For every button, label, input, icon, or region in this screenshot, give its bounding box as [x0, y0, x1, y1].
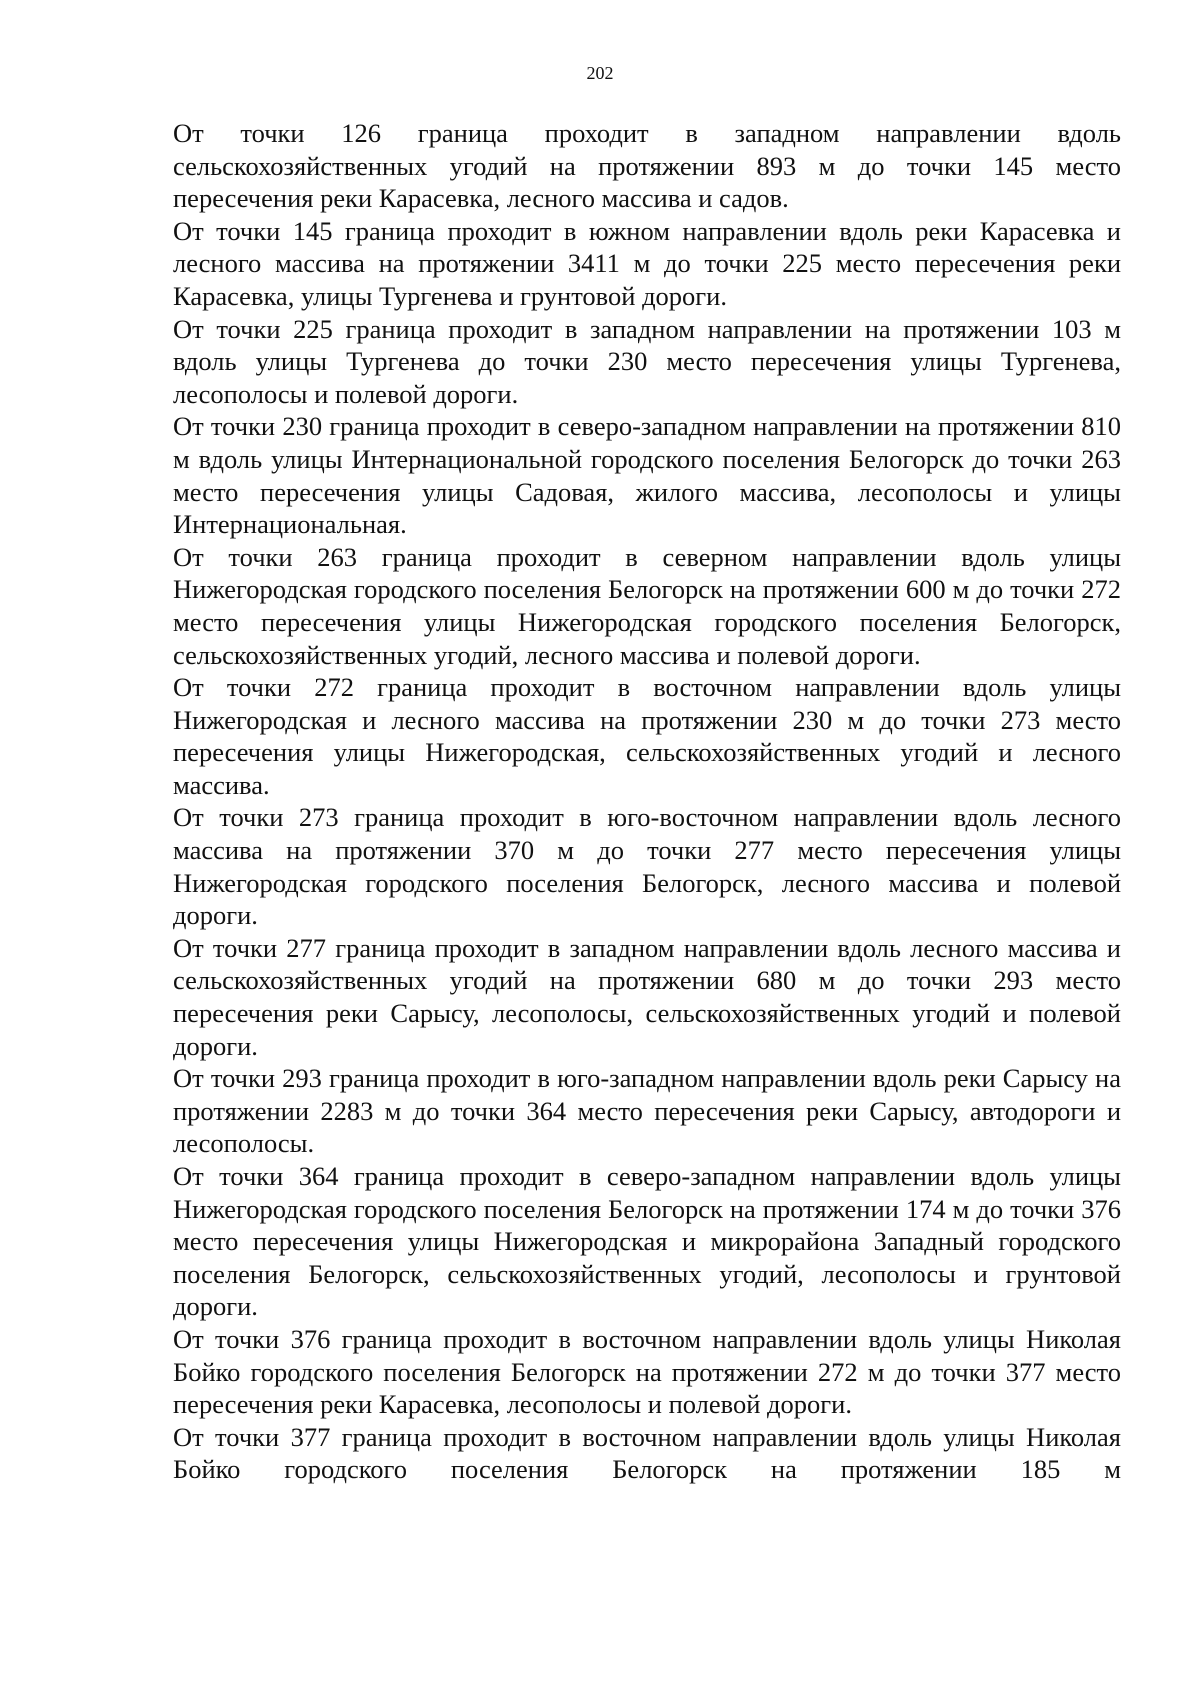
- paragraph: От точки 273 граница проходит в юго-восточном направлении вдоль лесного массива на протяжении 370 м до точки 277 место пересечения улицы Нижегородская городского поселения Белогорск, лесного массива и полевой дороги.: [173, 802, 1121, 931]
- paragraph: От точки 225 граница проходит в западном направлении на протяжении 103 м вдоль улицы Тургенева до точки 230 место пересечения улицы Тургенева, лесополосы и полевой дороги.: [173, 313, 1121, 409]
- paragraph: От точки 376 граница проходит в восточном направлении вдоль улицы Николая Бойко городского поселения Белогорск на протяжении 272 м до точки 377 место пересечения реки Карасевка, лесополосы и полевой дороги.: [173, 1323, 1121, 1420]
- paragraph: От точки 230 граница проходит в северо-западном направлении на протяжении 810 м вдоль улицы Интернациональной городского поселения Белогорск до точки 263 место пересечения улицы Садовая, жилого массива, лесополосы и улицы Интернациональная.: [173, 411, 1121, 540]
- paragraph-continued: От точки 377 граница проходит в восточном направлении вдоль улицы Николая Бойко городского поселения Белогорск на протяжении 185 м: [173, 1421, 1121, 1485]
- paragraph: От точки 272 граница проходит в восточном направлении вдоль улицы Нижегородская и лесного массива на протяжении 230 м до точки 273 место пересечения улицы Нижегородская, сельскохозяйственных угодий и лесного массива.: [173, 672, 1121, 800]
- paragraph: От точки 293 граница проходит в юго-западном направлении вдоль реки Сарысу на протяжении 2283 м до точки 364 место пересечения реки Сарысу, автодороги и лесополосы.: [173, 1063, 1121, 1159]
- paragraph: От точки 145 граница проходит в южном направлении вдоль реки Карасевка и лесного массива на протяжении 3411 м до точки 225 место пересечения реки Карасевка, улицы Тургенева и грунтовой дороги.: [173, 215, 1121, 311]
- paragraph: От точки 126 граница проходит в западном направлении вдоль сельскохозяйственных угодий на протяжении 893 м до точки 145 место пересечения реки Карасевка, лесного массива и садов.: [173, 118, 1121, 214]
- paragraph: От точки 364 граница проходит в северо-западном направлении вдоль улицы Нижегородская городского поселения Белогорск на протяжении 174 м до точки 376 место пересечения улицы Нижегородская и микрорайона Западный городского поселения Белогорск, сельскохозяйственных угодий, лесополосы и грунтовой дороги.: [173, 1161, 1121, 1322]
- document-body: [173, 117, 1121, 1486]
- paragraph: От точки 263 граница проходит в северном направлении вдоль улицы Нижегородская городского поселения Белогорск на протяжении 600 м до точки 272 место пересечения улицы Нижегородская городского поселения Белогорск, сельскохозяйственных угодий, лесного массива и полевой дороги.: [173, 541, 1121, 670]
- paragraph: От точки 277 граница проходит в западном направлении вдоль лесного массива и сельскохозяйственных угодий на протяжении 680 м до точки 293 место пересечения реки Сарысу, лесополосы, сельскохозяйственных угодий и полевой дороги.: [173, 932, 1121, 1061]
- page-number: 202: [586, 63, 614, 83]
